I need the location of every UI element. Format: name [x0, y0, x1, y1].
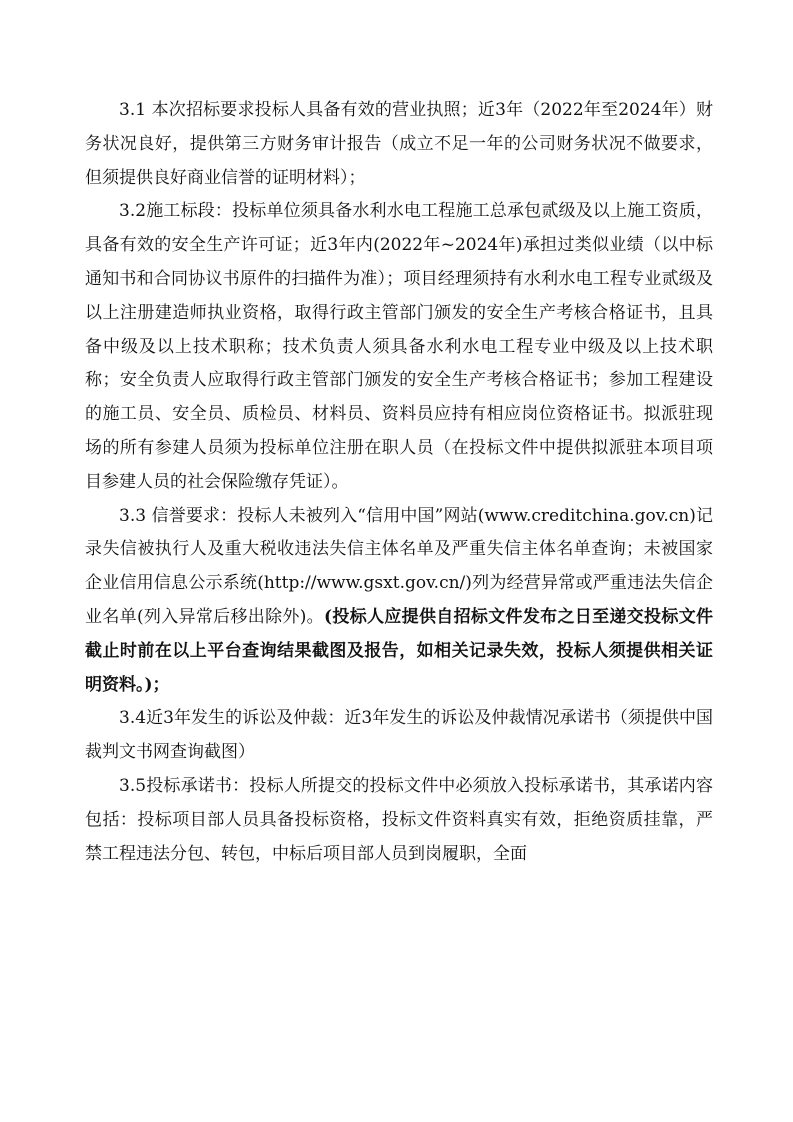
paragraph-3-1-text: 3.1 本次招标要求投标人具备有效的营业执照；近3年（2022年至2024年）财务状况良好，提供第三方财务审计报告（成立不足一年的公司财务状况不做要求，但须提供良好商业信誉的证明材料）； — [85, 100, 713, 188]
document-body — [85, 94, 713, 871]
paragraph-3-3-bold-note: (投标人应提供自招标文件发布之日至递交投标文件截止时前在以上平台查询结果截图及报告，如相关记录失效，投标人须提供相关证明资料。)； — [85, 606, 714, 695]
paragraph-3-3 — [85, 500, 713, 703]
paragraph-3-2 — [85, 195, 713, 499]
paragraph-3-4 — [85, 702, 713, 770]
paragraph-3-4-text: 3.4近3年发生的诉讼及仲裁：近3年发生的诉讼及仲裁情况承诺书（须提供中国裁判文书网查询截图） — [85, 708, 713, 763]
paragraph-3-5-text: 3.5投标承诺书：投标人所提交的投标文件中必须放入投标承诺书，其承诺内容包括：投标项目部人员具备投标资格，投标文件资料真实有效，拒绝资质挂靠，严禁工程违法分包、转包，中标后项目部人员到岗履职，全面 — [85, 775, 713, 864]
paragraph-3-2-text: 3.2施工标段：投标单位须具备水利水电工程施工总承包贰级及以上施工资质，具备有效的安全生产许可证；近3年内(2022年~2024年)承担过类似业绩（以中标通知书和合同协议书原件的扫描件为准）；项目经理须持有水利水电工程专业贰级及以上注册建造师执业资格，取得行政主管部门颁发的安全生产考核合格证书，且具备中级及以上技术职称；技术负责人须具备水利水电工程专业中级及以上技术职称；安全负责人应取得行政主管部门颁发的安全生产考核合格证书；参加工程建设的施工员、安全员、质检员、材料员、资料员应持有相应岗位资格证书。拟派驻现场的所有参建人员须为投标单位注册在职人员（在投标文件中提供拟派驻本项目项目参建人员的社会保险缴存凭证）。 — [85, 201, 713, 492]
paragraph-3-1 — [85, 94, 713, 195]
paragraph-3-5 — [85, 770, 713, 871]
paragraph-3-3-text: 3.3 信誉要求：投标人未被列入“信用中国”网站(www.creditchina.gov.cn)记录失信被执行人及重大税收违法失信主体名单及严重失信主体名单查询；未被国家企业信用信息公示系统(http://www.gsxt.gov.cn/)列为经营异常或严重违法失信企业名单(列入异常后移出除外)。 — [85, 505, 713, 627]
